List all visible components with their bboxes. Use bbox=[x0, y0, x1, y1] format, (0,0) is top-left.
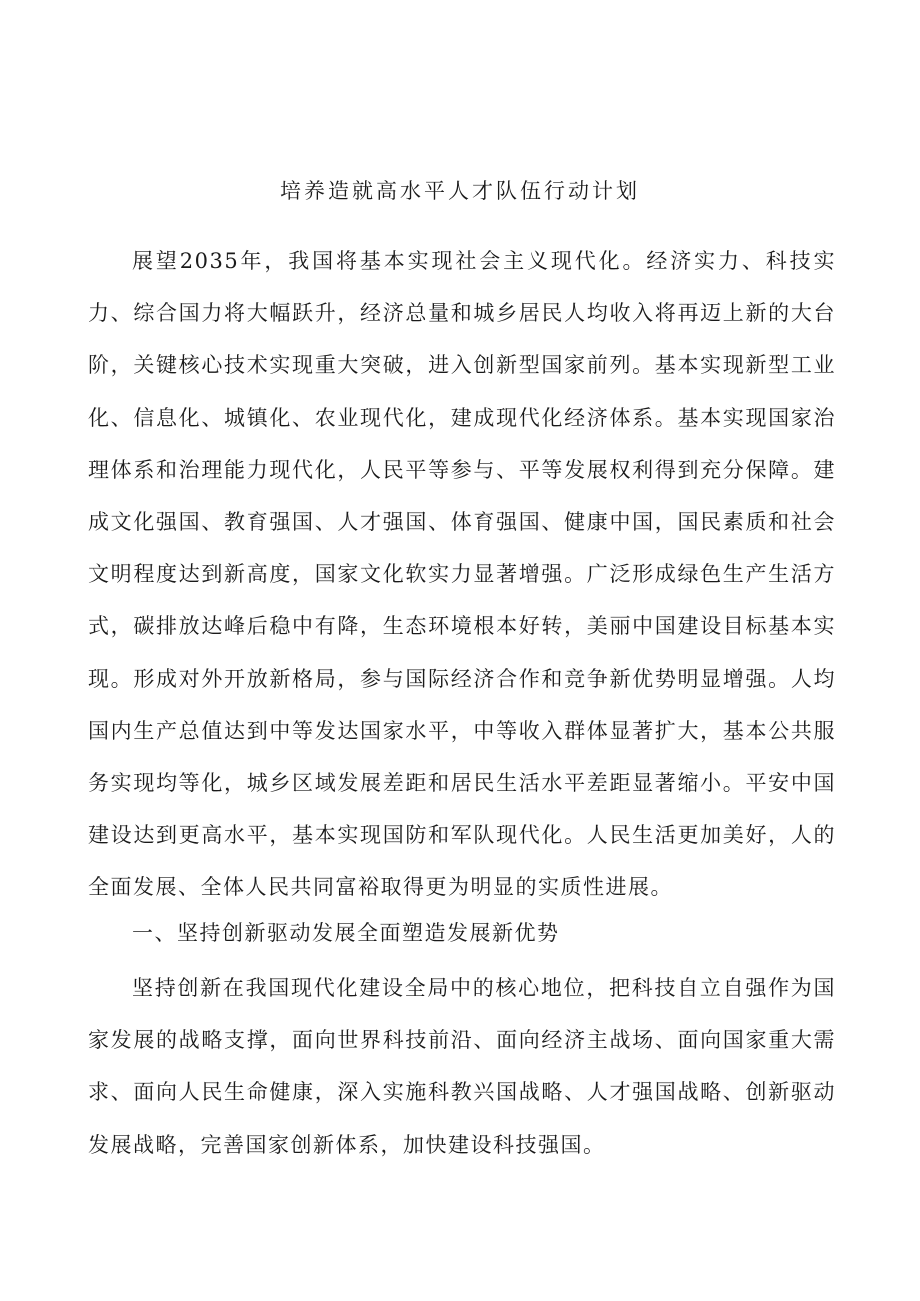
body-paragraph: 展望2035年，我国将基本实现社会主义现代化。经济实力、科技实力、综合国力将大幅跃升，经济总量和城乡居民人均收入将再迈上新的大台阶，关键核心技术实现重大突破，进入创新型国家前列。基本实现新型工业化、信息化、城镇化、农业现代化，建成现代化经济体系。基本实现国家治理体系和治理能力现代化，人民平等参与、平等发展权利得到充分保障。建成文化强国、教育强国、人才强国、体育强国、健康中国，国民素质和社会文明程度达到新高度，国家文化软实力显著增强。广泛形成绿色生产生活方式，碳排放达峰后稳中有降，生态环境根本好转，美丽中国建设目标基本实现。形成对外开放新格局，参与国际经济合作和竞争新优势明显增强。人均国内生产总值达到中等发达国家水平，中等收入群体显著扩大，基本公共服务实现均等化，城乡区域发展差距和居民生活水平差距显著缩小。平安中国建设达到更高水平，基本实现国防和军队现代化。人民生活更加美好，人的全面发展、全体人民共同富裕取得更为明显的实质性进展。 bbox=[88, 249, 836, 900]
body-paragraph: 坚持创新在我国现代化建设全局中的核心地位，把科技自立自强作为国家发展的战略支撑，面向世界科技前沿、面向经济主战场、面向国家重大需求、面向人民生命健康，深入实施科教兴国战略、人才强国战略、创新驱动发展战略，完善国家创新体系，加快建设科技强国。 bbox=[88, 976, 836, 1157]
document-title: 培养造就高水平人才队伍行动计划 bbox=[280, 179, 640, 203]
section-heading: 一、坚持创新驱动发展全面塑造发展新优势 bbox=[132, 921, 560, 945]
